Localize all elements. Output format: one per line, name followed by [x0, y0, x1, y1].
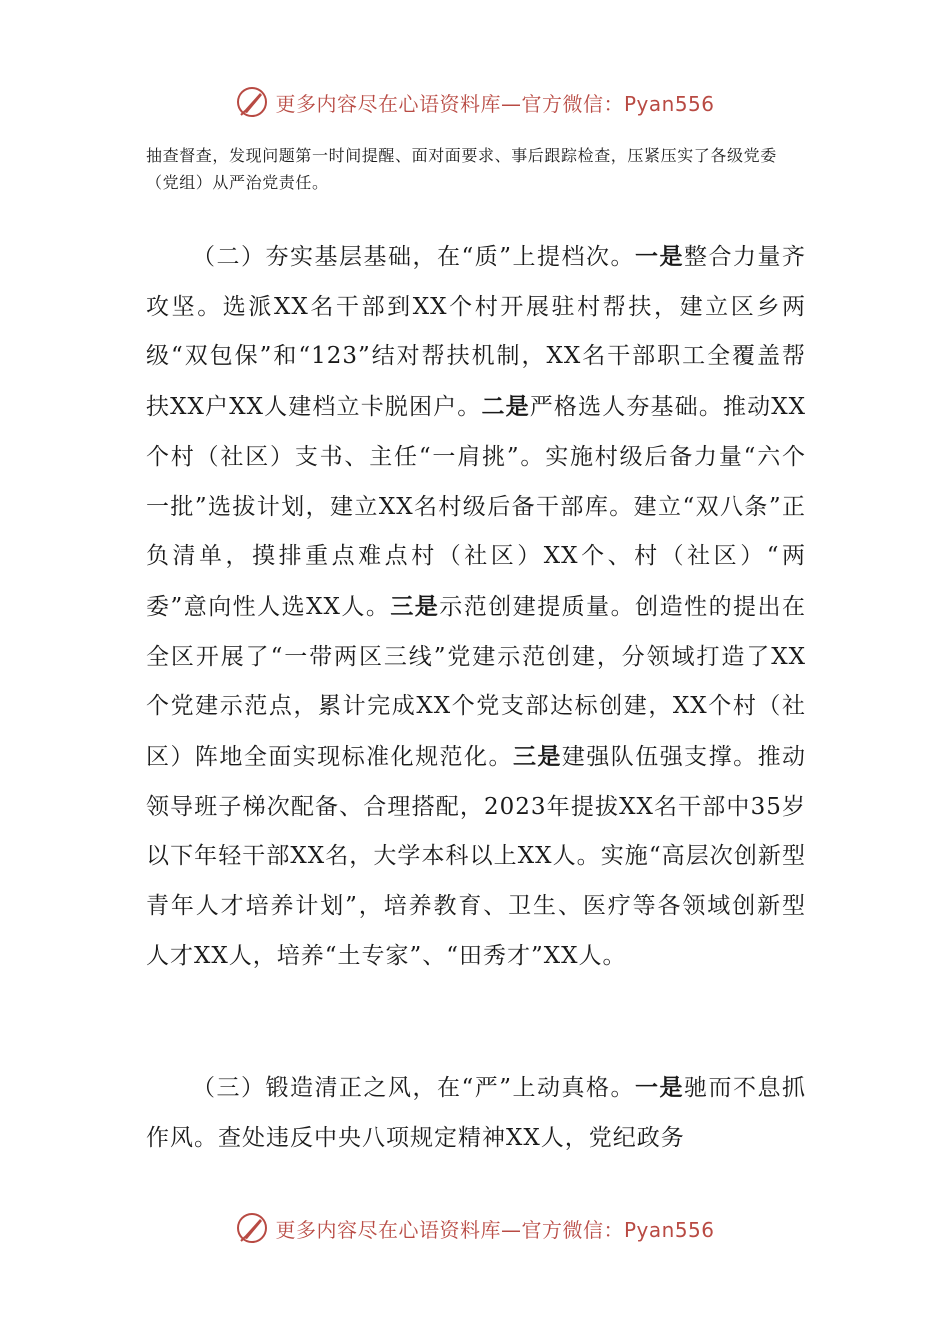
footer-banner — [0, 1208, 950, 1248]
section-2-paragraph — [146, 232, 806, 982]
point-label: 三是 — [390, 592, 440, 620]
banner-wechat-id: Pyan556 — [623, 1217, 715, 1242]
quill-pen-logo-icon — [235, 1211, 269, 1245]
point-text: 建强队伍强支撑。推动领导班子梯次配备、合理搭配，2023年提拔XX名干部中35岁以下年轻干部XX名，大学本科以上XX人。实施“高层次创新型青年人才培养计划”，培养教育、卫生、医疗等各领域创新型人才XX人，培养“土专家”、“田秀才”XX人。 — [146, 744, 807, 969]
intro-paragraph — [146, 142, 806, 196]
banner-wechat-id: Pyan556 — [623, 91, 715, 116]
section-3 — [146, 1063, 806, 1163]
section-2-heading: （二）夯实基层基础，在“质”上提档次。 — [192, 244, 635, 270]
section-3-paragraph — [146, 1063, 806, 1163]
point-label: 三是 — [512, 743, 562, 771]
section-3-heading: （三）锻造清正之风，在“严”上动真格。 — [192, 1075, 635, 1101]
point-label: 二是 — [481, 393, 530, 421]
point-label: 一是 — [635, 243, 684, 270]
point-text: 驰而不息抓作风。查处违反中央八项规定精神XX人，党纪政务 — [146, 1075, 806, 1151]
quill-pen-logo-icon — [235, 85, 269, 119]
intro-text: 抽查督查，发现问题第一时间提醒、面对面要求、事后跟踪检查，压紧压实了各级党委（党组）从严治党责任。 — [146, 146, 777, 192]
banner-text: 更多内容尽在心语资料库—官方微信： — [275, 1217, 624, 1242]
point-label: 一是 — [635, 1074, 684, 1101]
banner-text: 更多内容尽在心语资料库—官方微信： — [275, 91, 624, 116]
point-text: 整合力量齐攻坚。选派XX名干部到XX个村开展驻村帮扶，建立区乡两级“双包保”和“123”结对帮扶机制，XX名干部职工全覆盖帮扶XX户XX人建档立卡脱困户。 — [146, 244, 806, 421]
header-banner — [0, 82, 950, 122]
point-text: 示范创建提质量。创造性的提出在全区开展了“一带两区三线”党建示范创建，分领域打造了XX个党建示范点，累计完成XX个党支部达标创建，XX个村（社区）阵地全面实现标准化规范化。 — [146, 593, 807, 771]
section-2 — [146, 232, 806, 982]
point-text: 严格选人夯基础。推动XX个村（社区）支书、主任“一肩挑”。实施村级后备力量“六个一批”选拔计划，建立XX名村级后备干部库。建立“双八条”正负清单，摸排重点难点村（社区）XX个、村（社区）“两委”意向性人选XX人。 — [146, 394, 807, 620]
